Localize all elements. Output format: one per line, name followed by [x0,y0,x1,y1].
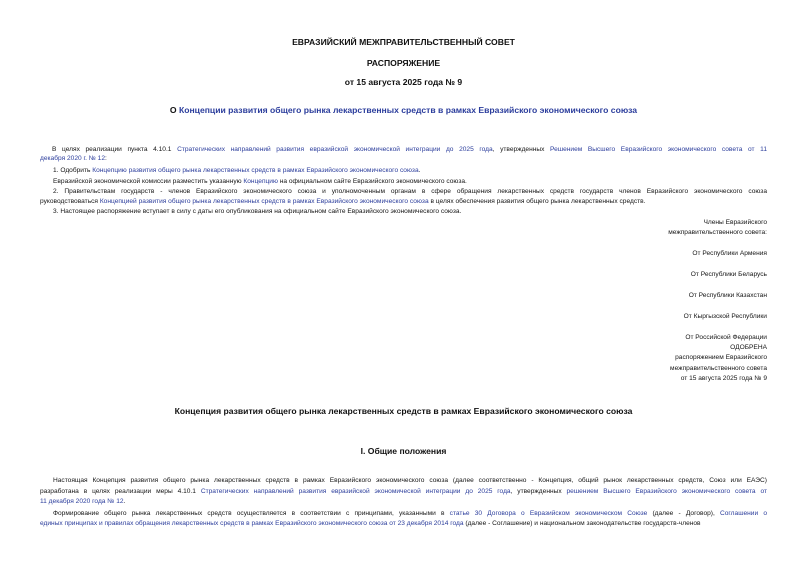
item-text: в целях обеспечения развития общего рынка лекарственных средств. [428,198,646,205]
document-type: РАСПОРЯЖЕНИЕ [366,58,441,68]
item-1-line2 [53,177,467,186]
concept-short-link[interactable]: Концепцию [243,178,278,185]
preamble-paragraph [40,145,767,154]
approval-line-1: ОДОБРЕНА [730,344,767,351]
concept-link-2[interactable]: Концепцией развития общего рынка лекарственных средств в рамках Евразийского экономического союза [99,198,429,205]
document-title [0,105,807,115]
approval-line-2: распоряжением Евразийского [675,354,767,361]
preamble-text: : [105,155,107,162]
title-link[interactable]: Концепции развития общего рынка лекарственных средств в рамках Евразийского экономического союза [178,105,638,115]
strategic-directions-link-2[interactable]: Стратегических направлений развития евразийской экономической интеграции до 2025 года [200,488,511,495]
concept-text: разработана в целях реализации меры 4.10.1 [40,488,201,495]
preamble-text: В целях реализации пункта 4.10.1 [52,146,178,153]
agreement-link[interactable]: Соглашении о [719,510,767,517]
concept-text: , утвержденных [510,488,567,495]
signatory-russia: От Российской Федерации [685,334,767,341]
concept-p1-line3 [40,497,125,506]
concept-p1-line1: Настоящая Концепция развития общего рынка лекарственных средств в рамках Евразийского экономического союза (далее соответственно - Концепция, общий рынок лекарственных средств, Союз или ЕАЭС) [53,477,767,484]
concept-p2-line1 [53,509,767,518]
members-heading-2: межправительственного совета: [668,229,767,236]
item-2-line1: 2. Правительствам государств - членов Евразийского экономического союза и уполномоченным органам в сфере обращения лекарственных средств государств членов Евразийского экономического союза [53,188,767,195]
decision-link[interactable]: Решением Высшего Евразийского экономического совета от 11 [550,146,768,153]
concept-p1-line2 [40,487,767,496]
agreement-link-cont[interactable]: единых принципах и правилах обращения лекарственных средств в рамках Евразийского экономического союза от 23 декабря 2014 года [40,520,464,527]
item-text: руководствоваться [40,198,100,205]
item-text: 1. Одобрить [53,167,93,174]
concept-link[interactable]: Концепцию развития общего рынка лекарственных средств в рамках Евразийского экономического союза [92,167,419,174]
item-2-line2 [40,197,645,206]
preamble-text: , утвержденных [492,146,551,153]
treaty-article-link[interactable]: статье 30 Договора о Евразийском экономическом Союзе [449,510,648,517]
concept-title: Концепция развития общего рынка лекарственных средств в рамках Евразийского экономического союза [174,406,633,416]
approval-line-4: от 15 августа 2025 года № 9 [680,375,767,382]
item-1 [53,166,420,175]
title-prefix: О [169,105,179,115]
concept-text: . [123,498,126,505]
section-heading: I. Общие положения [360,446,447,456]
signatory-armenia: От Республики Армения [692,250,767,257]
concept-text: Формирование общего рынка лекарственных средств осуществляется в соответствии с принципами, указанными в [53,510,450,517]
concept-text: (далее - Соглашение) и национальном законодательстве государств-членов [463,520,701,527]
concept-text: (далее - Договор), [647,510,720,517]
strategic-directions-link[interactable]: Стратегических направлений развития евразийской экономической интеграции до 2025 года [177,146,493,153]
approval-line-3: межправительственного совета [670,365,767,372]
document-date-number: от 15 августа 2025 года № 9 [344,77,463,87]
item-text: на официальном сайте Евразийского экономического союза. [277,178,467,185]
item-3: 3. Настоящее распоряжение вступает в силу с даты его опубликования на официальном сайте Евразийского экономического союза. [53,208,462,215]
signatory-belarus: От Республики Беларусь [690,271,767,278]
concept-p2-line2 [40,519,701,528]
preamble-line2 [40,154,107,163]
decision-link-2-cont[interactable]: 11 декабря 2020 года № 12 [40,498,124,505]
council-heading: ЕВРАЗИЙСКИЙ МЕЖПРАВИТЕЛЬСТВЕННЫЙ СОВЕТ [292,37,515,47]
members-heading-1: Члены Евразийского [703,219,767,226]
signatory-kyrgyzstan: От Кыргызской Республики [683,313,767,320]
item-text: Евразийской экономической комиссии разместить указанную [53,178,244,185]
signatory-kazakhstan: От Республики Казахстан [688,292,767,299]
decision-link-cont[interactable]: декабря 2020 г. № 12 [40,155,105,162]
decision-link-2[interactable]: решением Высшего Евразийского экономического совета от [566,488,767,495]
item-text: . [418,167,421,174]
